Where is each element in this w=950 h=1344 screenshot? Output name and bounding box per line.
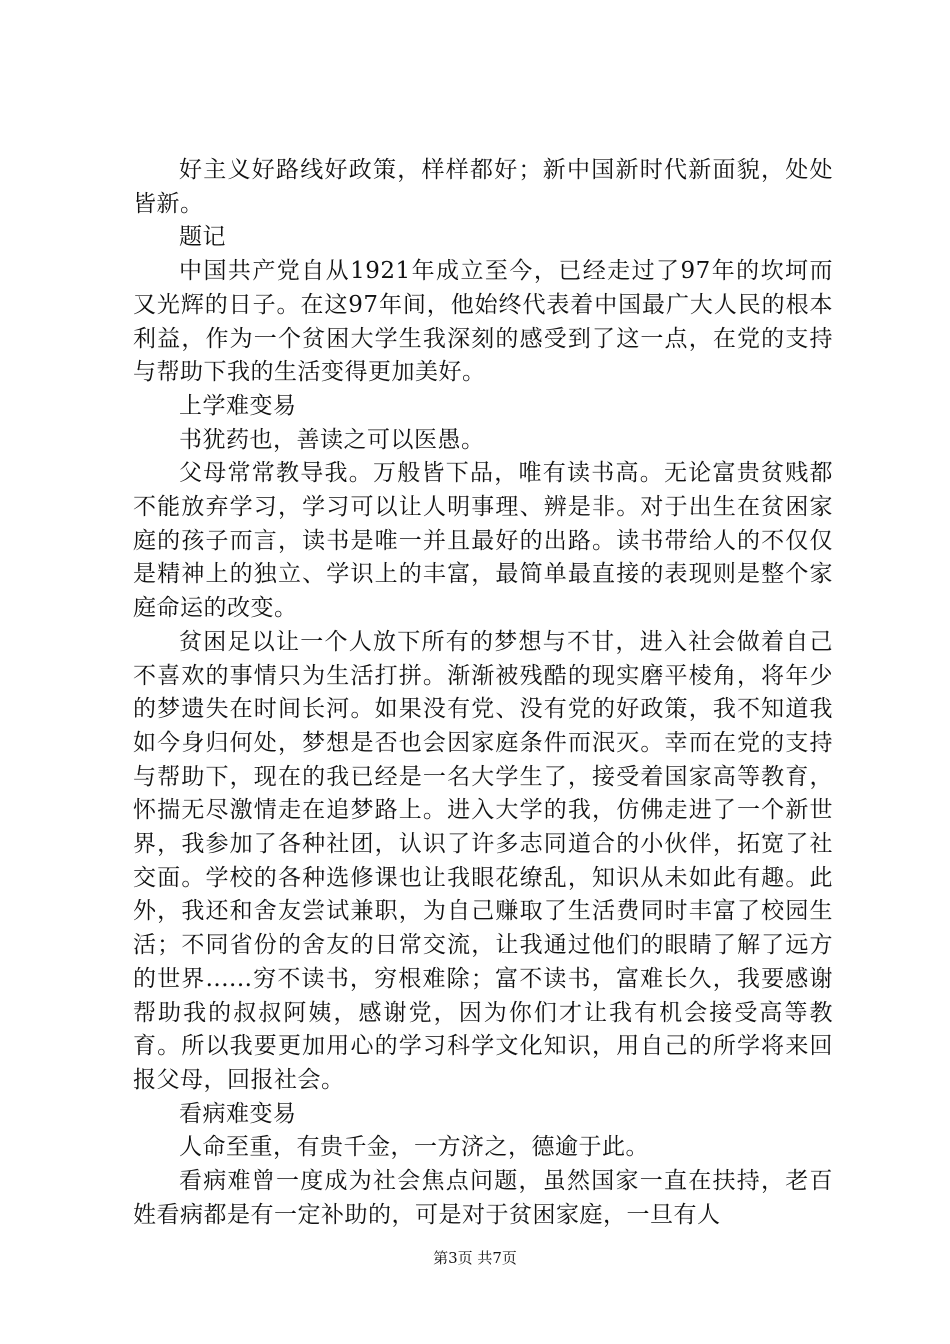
paragraph-poverty-dreams: 贫困足以让一个人放下所有的梦想与不甘，进入社会做着自己不喜欢的事情只为生活打拼。渐渐被残酷的现实磨平棱角，将年少的梦遗失在时间长河。如果没有党、没有党的好政策，我不知道我如今身归何处，梦想是否也会因家庭条件而泯灭。幸而在党的支持与帮助下，现在的我已经是一名大学生了，接受着国家高等教育，怀揣无尽激情走在追梦路上。进入大学的我，仿佛走进了一个新世界，我参加了各种社团，认识了许多志同道合的小伙伴，拓宽了社交面。学校的各种选修课也让我眼花缭乱，知识从未如此有趣。此外，我还和舍友尝试兼职，为自己赚取了生活费同时丰富了校园生活；不同省份的舍友的日常交流，让我通过他们的眼睛了解了远方的世界......穷不读书，穷根难除；富不读书，富难长久，我要感谢帮助我的叔叔阿姨，感谢党，因为你们才让我有机会接受高等教育。所以我要更加用心的学习科学文化知识，用自己的所学将来回报父母，回报社会。	[133, 628, 833, 1093]
section-heading-healthcare: 看病难变易	[179, 1100, 297, 1127]
paragraph-epigraph: 好主义好路线好政策，样样都好；新中国新时代新面貌，处处皆新。	[133, 157, 833, 217]
paragraph-intro: 中国共产党自从1921年成立至今，已经走过了97年的坎坷而又光辉的日子。在这97年间，他始终代表着中国最广大人民的根本利益，作为一个贫困大学生我深刻的感受到了这一点，在党的支持与帮助下我的生活变得更加美好。	[133, 258, 833, 386]
paragraph-healthcare-issue: 看病难曾一度成为社会焦点问题，虽然国家一直在扶持，老百姓看病都是有一定补助的，可是对于贫困家庭，一旦有人	[133, 1168, 833, 1228]
section-heading-education: 上学难变易	[179, 392, 297, 419]
page-footer	[0, 1248, 950, 1268]
document-body	[133, 154, 833, 1233]
paragraph-parents-teaching: 父母常常教导我。万般皆下品，唯有读书高。无论富贵贫贱都不能放弃学习，学习可以让人明事理、辨是非。对于出生在贫困家庭的孩子而言，读书是唯一并且最好的出路。读书带给人的不仅仅是精神上的独立、学识上的丰富，最简单最直接的表现则是整个家庭命运的改变。	[133, 460, 833, 622]
paragraph-quote-medicine: 人命至重，有贵千金，一方济之，德逾于此。	[179, 1134, 649, 1161]
paragraph-quote-reading: 书犹药也，善读之可以医愚。	[179, 426, 485, 453]
paragraph-epigraph-label: 题记	[179, 224, 226, 251]
page-number-label: 第3页 共7页	[433, 1249, 517, 1267]
